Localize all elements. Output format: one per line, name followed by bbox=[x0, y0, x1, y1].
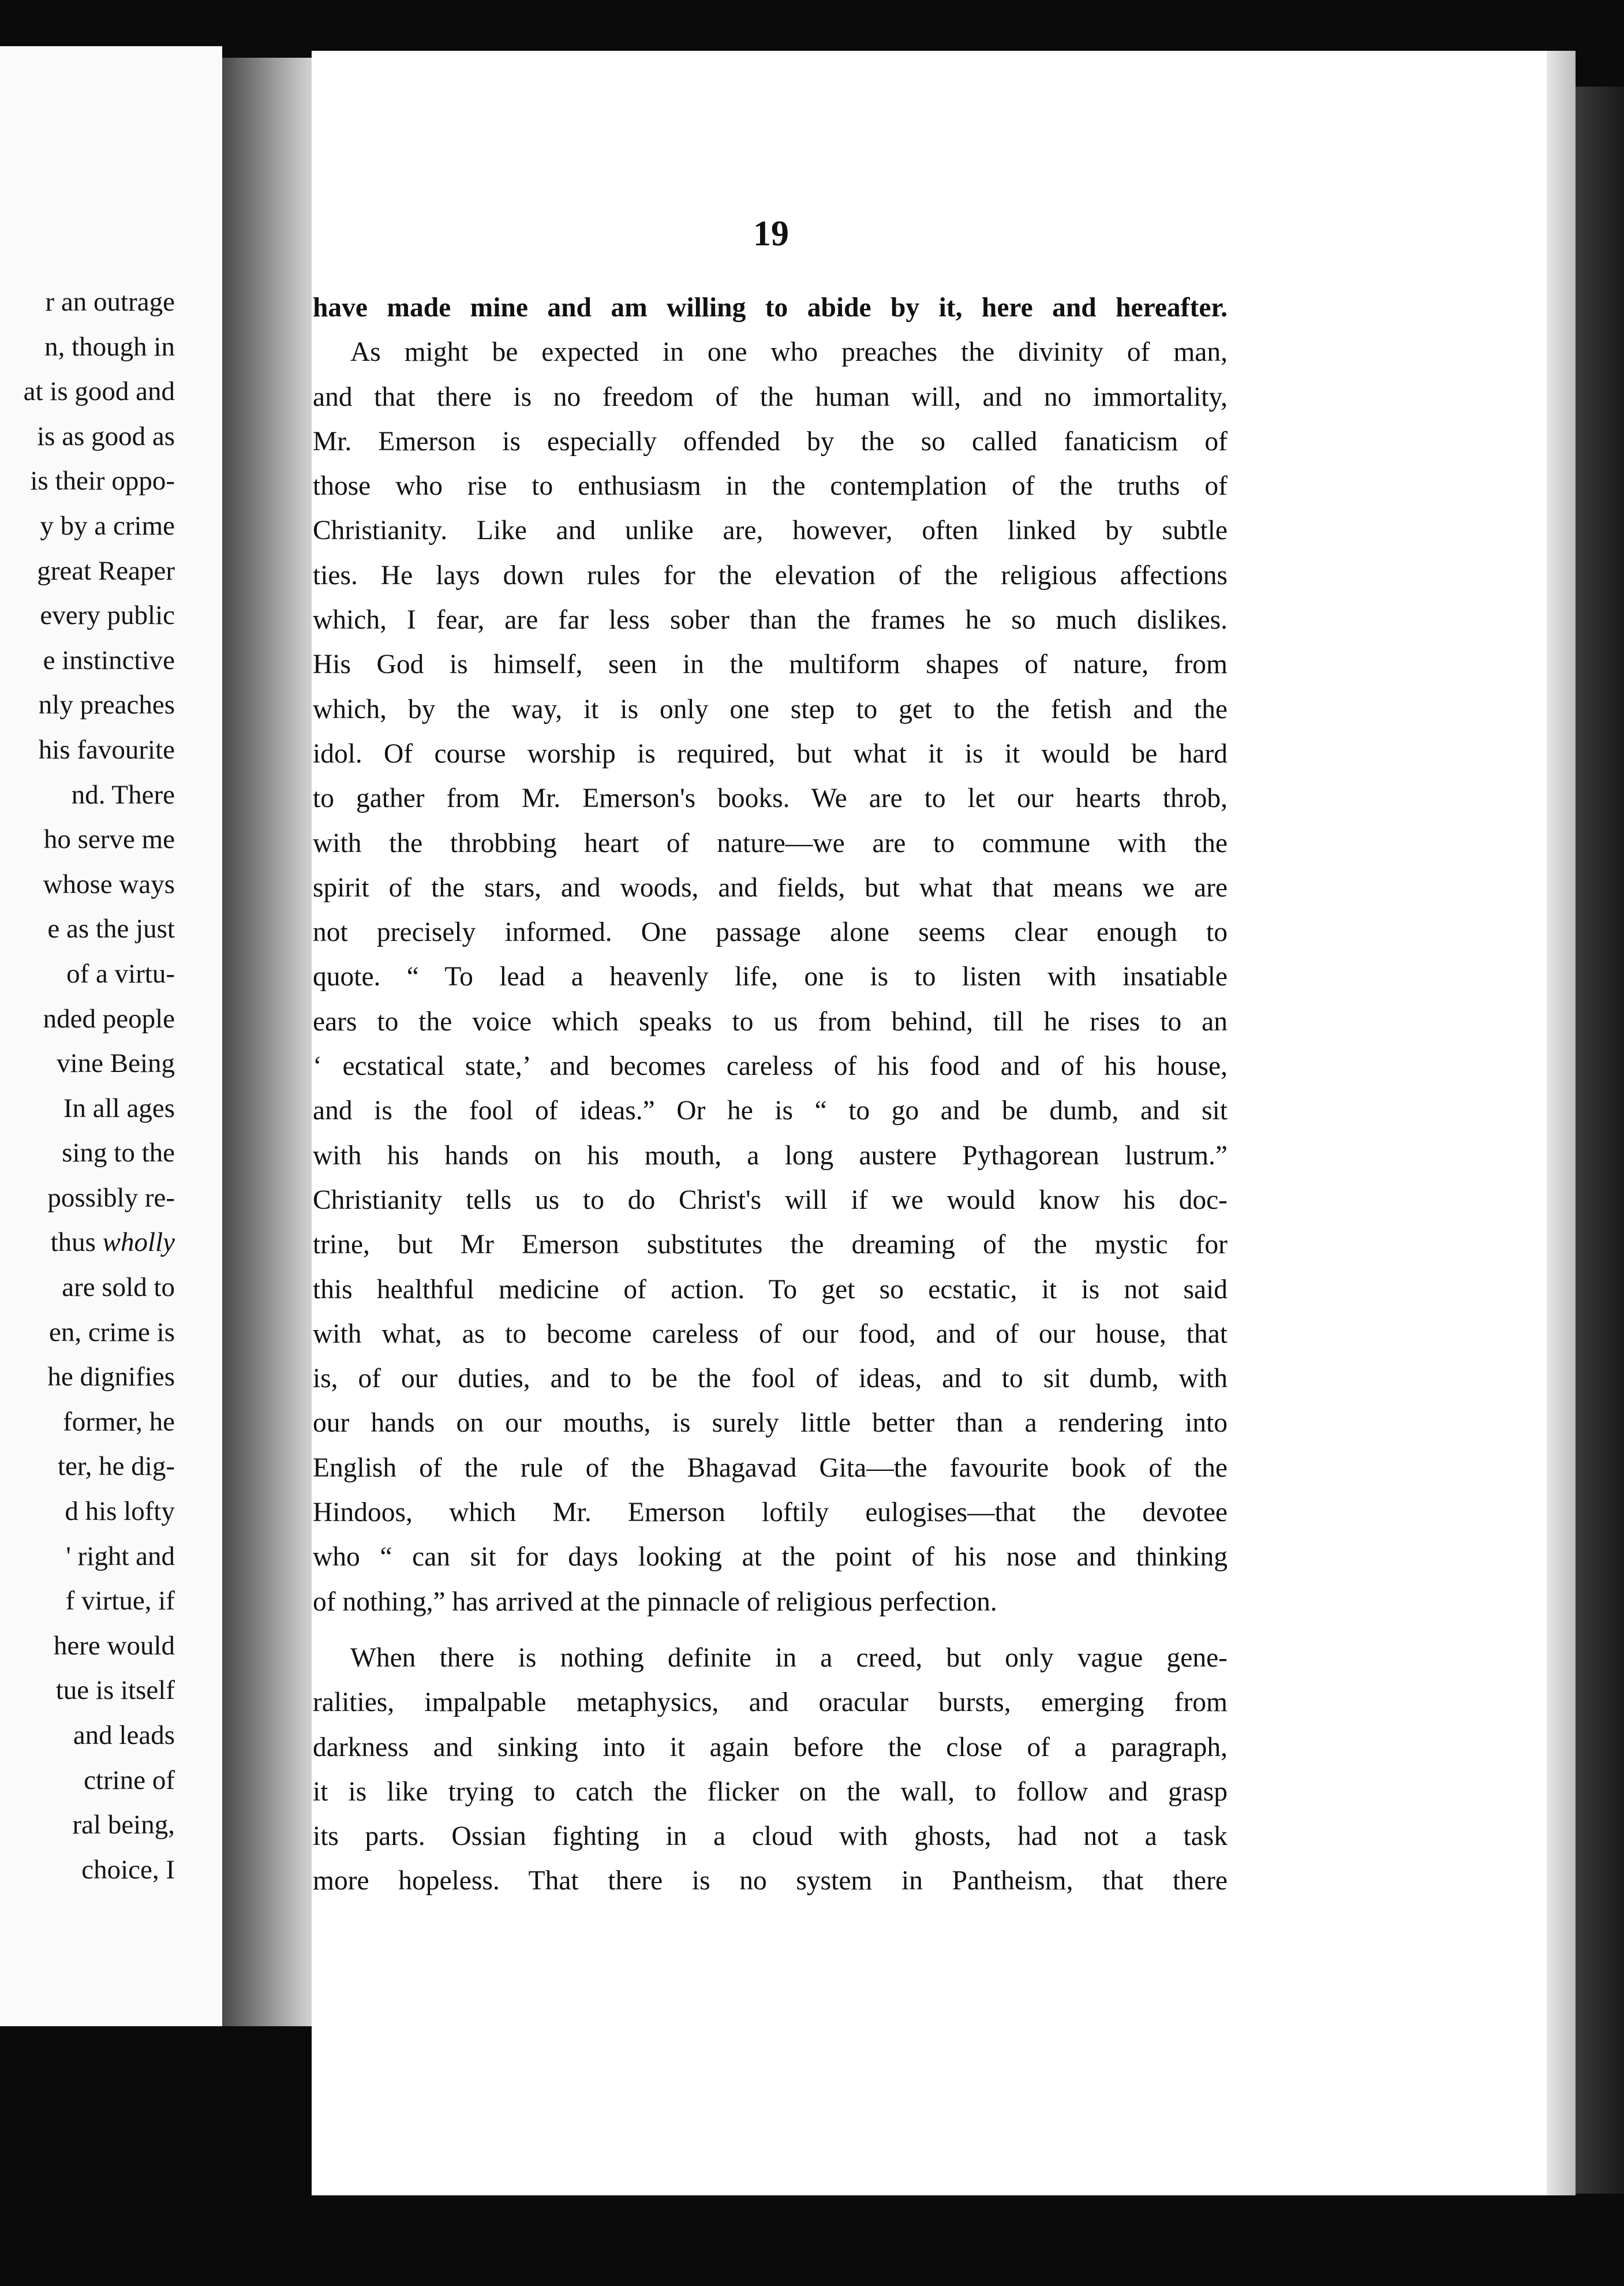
text-line: is, of our duties, and to be the fool of ideas, and to sit dumb, with bbox=[313, 1364, 1228, 1394]
facing-page-line: vine Being bbox=[57, 1048, 175, 1079]
facing-page-line: every public bbox=[40, 600, 175, 631]
facing-page-line: great Reaper bbox=[37, 555, 175, 586]
facing-page-line: possibly re- bbox=[47, 1182, 175, 1213]
facing-page-line: ral being, bbox=[72, 1810, 175, 1840]
facing-page-line: nded people bbox=[43, 1003, 175, 1034]
facing-page-line: d his lofty bbox=[65, 1496, 175, 1527]
book-edge bbox=[1576, 87, 1624, 2194]
text-line: with the throbbing heart of nature—we are to commune with the bbox=[313, 828, 1228, 858]
text-line: quote. “ To lead a heavenly life, one is to listen with insatiable bbox=[313, 962, 1228, 992]
text-line: and is the fool of ideas.” Or he is “ to go and be dumb, and sit bbox=[313, 1096, 1228, 1126]
facing-page-text bbox=[0, 280, 175, 1892]
page-number: 19 bbox=[753, 214, 789, 253]
text-line: English of the rule of the Bhagavad Gita—the favourite book of the bbox=[313, 1452, 1228, 1483]
facing-page-line: en, crime is bbox=[49, 1317, 175, 1347]
text-line: more hopeless. That there is no system in Pantheism, that there bbox=[313, 1866, 1228, 1896]
text-line: of nothing,” has arrived at the pinnacle of religious perfection. bbox=[313, 1586, 997, 1617]
page-body-text bbox=[313, 286, 1228, 1904]
facing-page-line: f virtue, if bbox=[65, 1586, 175, 1616]
text-line: spirit of the stars, and woods, and fields, but what that means we are bbox=[313, 872, 1228, 903]
text-line: Hindoos, which Mr. Emerson loftily eulogises—that the devotee bbox=[313, 1497, 1228, 1528]
facing-page-line: e instinctive bbox=[43, 645, 175, 675]
text-line: Christianity tells us to do Christ's will if we would know his doc- bbox=[313, 1185, 1228, 1215]
facing-page-line: r an outrage bbox=[45, 287, 175, 317]
facing-page-line: whose ways bbox=[43, 869, 175, 899]
facing-page-line: n, though in bbox=[44, 331, 175, 362]
facing-page-line: is as good as bbox=[37, 421, 175, 451]
facing-page-line: ' right and bbox=[66, 1541, 175, 1571]
text-line: Christianity. Like and unlike are, however, often linked by subtle bbox=[313, 516, 1228, 546]
facing-page-left bbox=[0, 46, 222, 2026]
text-line: ties. He lays down rules for the elevation of the religious affections bbox=[313, 560, 1228, 591]
text-line: those who rise to enthusiasm in the contemplation of the truths of bbox=[313, 471, 1228, 502]
facing-page-line: ctrine of bbox=[84, 1765, 175, 1795]
facing-page-line: e as the just bbox=[47, 914, 175, 944]
facing-page-line: are sold to bbox=[62, 1272, 175, 1303]
text-line: have made mine and am willing to abide by it, here and hereafter. bbox=[313, 293, 1228, 323]
text-line: not precisely informed. One passage alone seems clear enough to bbox=[313, 917, 1228, 948]
facing-page-line: his favourite bbox=[38, 734, 175, 765]
facing-page-line: ter, he dig- bbox=[57, 1451, 175, 1482]
text-line: ‘ ecstatical state,’ and becomes careless of his food and of his house, bbox=[313, 1051, 1228, 1082]
facing-page-line: ho serve me bbox=[43, 824, 175, 855]
facing-page-line: at is good and bbox=[23, 376, 175, 407]
text-line: who “ can sit for days looking at the point of his nose and thinking bbox=[313, 1542, 1228, 1572]
facing-page-line: former, he bbox=[63, 1406, 175, 1437]
text-line: this healthful medicine of action. To get so ecstatic, it is not said bbox=[313, 1274, 1228, 1305]
text-line: which, by the way, it is only one step to get to the fetish and the bbox=[313, 694, 1228, 724]
text-line: to gather from Mr. Emerson's books. We are to let our hearts throb, bbox=[313, 783, 1228, 814]
text-line: trine, but Mr Emerson substitutes the dreaming of the mystic for bbox=[313, 1230, 1228, 1260]
text-line: His God is himself, seen in the multiform shapes of nature, from bbox=[313, 649, 1228, 680]
text-line: When there is nothing definite in a creed, but only vague gene- bbox=[350, 1642, 1228, 1673]
facing-page-line: he dignifies bbox=[47, 1362, 175, 1392]
text-line: idol. Of course worship is required, but what it is it would be hard bbox=[313, 738, 1228, 769]
text-line: ears to the voice which speaks to us from behind, till he rises to an bbox=[313, 1006, 1228, 1037]
facing-page-line: sing to the bbox=[62, 1138, 175, 1168]
facing-page-line: of a virtu- bbox=[66, 958, 175, 989]
facing-page-line: tue is itself bbox=[55, 1675, 175, 1706]
facing-page-line: nly preaches bbox=[38, 690, 175, 720]
text-line: with what, as to become careless of our food, and of our house, that bbox=[313, 1318, 1228, 1349]
facing-page-line: is their oppo- bbox=[30, 466, 175, 496]
facing-page-line: nd. There bbox=[71, 779, 175, 810]
text-line: As might be expected in one who preaches the divinity of man, bbox=[350, 337, 1228, 368]
text-line: and that there is no freedom of the human will, and no immortality, bbox=[313, 382, 1228, 412]
text-line: it is like trying to catch the flicker on the wall, to follow and grasp bbox=[313, 1776, 1228, 1807]
text-line: with his hands on his mouth, a long austere Pythagorean lustrum.” bbox=[313, 1140, 1228, 1171]
facing-page-line: here would bbox=[53, 1630, 175, 1661]
facing-page-line: In all ages bbox=[63, 1093, 175, 1123]
facing-page-line: and leads bbox=[73, 1720, 175, 1750]
text-line: ralities, impalpable metaphysics, and oracular bursts, emerging from bbox=[313, 1687, 1228, 1718]
text-line: its parts. Ossian fighting in a cloud with ghosts, had not a task bbox=[313, 1821, 1228, 1852]
page-edge-fold bbox=[1547, 51, 1576, 2195]
facing-page-line: choice, I bbox=[81, 1854, 175, 1885]
facing-page-line: thus wholly bbox=[50, 1227, 175, 1258]
text-line: which, I fear, are far less sober than the frames he so much dislikes. bbox=[313, 605, 1228, 636]
text-line: Mr. Emerson is especially offended by the so called fanaticism of bbox=[313, 426, 1228, 457]
facing-page-line: y by a crime bbox=[40, 510, 175, 541]
text-line: our hands on our mouths, is surely little better than a rendering into bbox=[313, 1408, 1228, 1439]
text-line: darkness and sinking into it again before the close of a paragraph, bbox=[313, 1732, 1228, 1762]
